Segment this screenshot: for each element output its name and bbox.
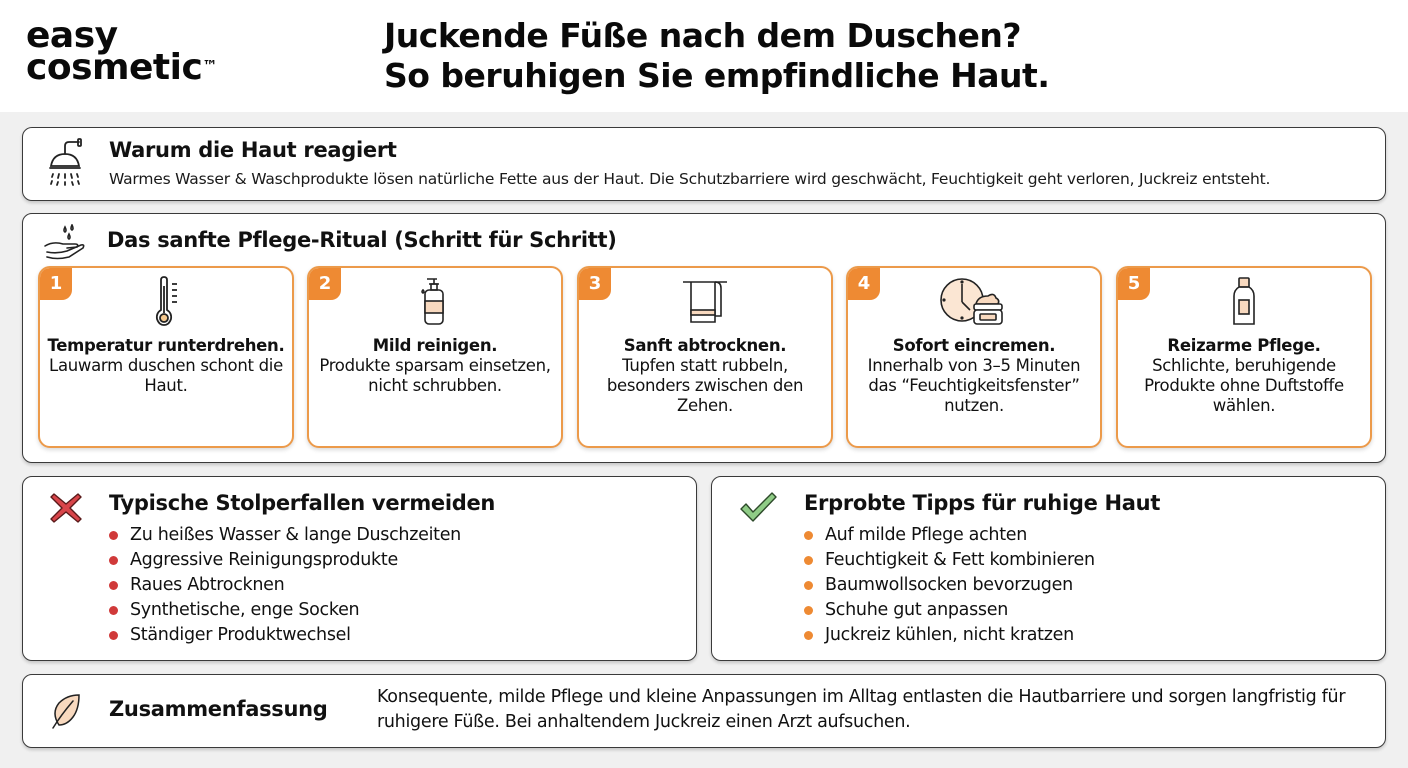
steps-row — [38, 266, 1372, 450]
pitfalls-list — [109, 523, 461, 648]
ritual-card — [22, 213, 1386, 463]
why-card — [22, 127, 1386, 201]
bullet-dot — [109, 531, 118, 540]
step-card-1 — [38, 266, 294, 448]
title-line2: So beruhigen Sie empfindliche Haut. — [384, 56, 1050, 95]
title-line1: Juckende Füße nach dem Duschen? — [384, 16, 1022, 55]
list-item — [804, 598, 1095, 623]
summary-heading: Zusammenfassung — [109, 697, 328, 721]
list-item-text: Zu heißes Wasser & lange Duschzeiten — [130, 525, 461, 545]
hand-water-drops-icon — [43, 224, 89, 260]
step-title: Mild reinigen. — [372, 336, 498, 355]
step-text: Innerhalb von 3–5 Minuten das “Feuchtigkeitsfenster” nutzen. — [867, 356, 1081, 415]
list-item — [109, 523, 461, 548]
step-number: 4 — [848, 268, 880, 300]
brand-line1: easy — [26, 15, 118, 56]
list-item — [804, 623, 1095, 648]
step-text: Schlichte, beruhigende Produkte ohne Duftstoffe wählen. — [1144, 356, 1344, 415]
bullet-dot — [109, 556, 118, 565]
step-title: Sofort eincremen. — [892, 336, 1056, 355]
shower-icon — [45, 138, 85, 190]
step-card-4 — [846, 266, 1102, 448]
step-text: Produkte sparsam einsetzen, nicht schrubben. — [319, 356, 551, 395]
why-heading: Warum die Haut reagiert — [109, 138, 397, 162]
green-check-icon — [738, 491, 778, 525]
ritual-heading: Das sanfte Pflege-Ritual (Schritt für Schritt) — [107, 228, 617, 252]
tips-heading: Erprobte Tipps für ruhige Haut — [804, 491, 1161, 515]
bullet-dot — [109, 631, 118, 640]
bullet-dot — [804, 556, 813, 565]
list-item-text: Feuchtigkeit & Fett kombinieren — [825, 550, 1095, 570]
bullet-dot — [804, 531, 813, 540]
tips-card — [711, 476, 1386, 661]
bullet-dot — [804, 631, 813, 640]
list-item-text: Ständiger Produktwechsel — [130, 625, 351, 645]
list-item-text: Auf milde Pflege achten — [825, 525, 1028, 545]
list-item-text: Aggressive Reinigungsprodukte — [130, 550, 398, 570]
list-item — [109, 548, 461, 573]
step-number: 2 — [309, 268, 341, 300]
pitfalls-card — [22, 476, 697, 661]
red-x-icon — [49, 491, 83, 525]
list-item-text: Juckreiz kühlen, nicht kratzen — [825, 625, 1074, 645]
step-title: Temperatur runterdrehen. — [47, 336, 285, 355]
step-title: Reizarme Pflege. — [1167, 336, 1321, 355]
brand-logo — [26, 15, 217, 88]
step-number: 3 — [579, 268, 611, 300]
list-item-text: Baumwollsocken bevorzugen — [825, 575, 1073, 595]
step-card-3 — [577, 266, 833, 448]
step-text: Lauwarm duschen schont die Haut. — [49, 356, 283, 395]
clock-cream-jar-icon — [938, 276, 1010, 328]
tips-list — [804, 523, 1095, 648]
list-item — [109, 573, 461, 598]
list-item — [804, 573, 1095, 598]
step-number: 5 — [1118, 268, 1150, 300]
step-card-5 — [1116, 266, 1372, 448]
bullet-dot — [109, 581, 118, 590]
lotion-bottle-icon — [1224, 276, 1264, 328]
thermometer-icon — [146, 276, 186, 328]
list-item-text: Synthetische, enge Socken — [130, 600, 360, 620]
list-item — [109, 623, 461, 648]
header — [0, 0, 1408, 112]
step-title: Sanft abtrocknen. — [623, 336, 787, 355]
trademark: ™ — [202, 57, 217, 75]
bullet-dot — [804, 581, 813, 590]
soap-dispenser-icon — [415, 276, 455, 328]
step-card-2 — [307, 266, 563, 448]
list-item-text: Raues Abtrocknen — [130, 575, 285, 595]
why-text: Warmes Wasser & Waschprodukte lösen natürliche Fette aus der Haut. Die Schutzbarriere wird geschwächt, Feuchtigkeit geht verloren, Juckreiz entsteht. — [109, 170, 1271, 188]
summary-card — [22, 674, 1386, 748]
page-title — [384, 16, 1049, 96]
summary-text: Konsequente, milde Pflege und kleine Anpassungen im Alltag entlasten die Hautbarriere und sorgen langfristig für ruhigere Füße. Bei anhaltendem Juckreiz einen Arzt aufsuchen. — [377, 687, 1346, 732]
bullet-dot — [109, 606, 118, 615]
list-item — [804, 548, 1095, 573]
list-item — [804, 523, 1095, 548]
list-item — [109, 598, 461, 623]
bullet-dot — [804, 606, 813, 615]
step-text: Tupfen statt rubbeln, besonders zwischen den Zehen. — [606, 356, 804, 415]
pitfalls-heading: Typische Stolperfallen vermeiden — [109, 491, 496, 515]
leaf-icon — [49, 693, 83, 729]
list-item-text: Schuhe gut anpassen — [825, 600, 1008, 620]
step-number: 1 — [40, 268, 72, 300]
towel-icon — [679, 276, 731, 328]
brand-line2: cosmetic — [26, 47, 203, 88]
